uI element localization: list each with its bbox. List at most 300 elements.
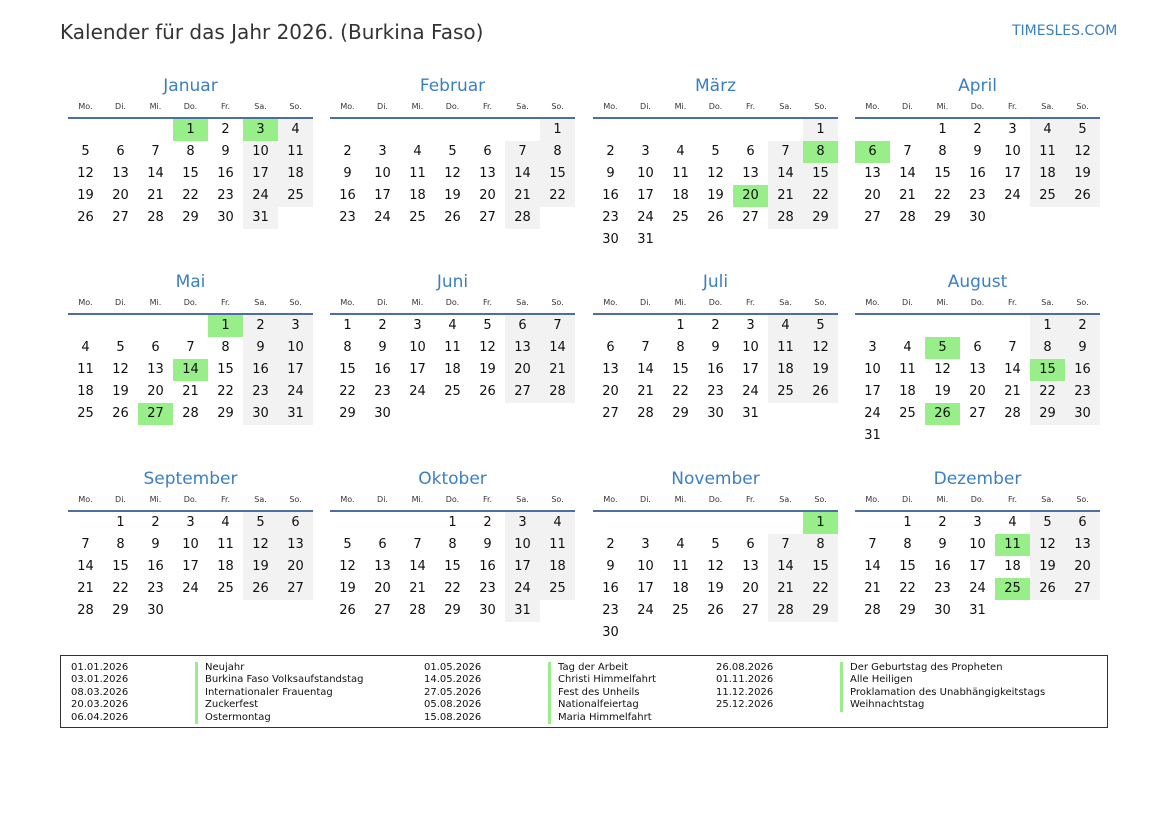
day-cell: 27 xyxy=(742,210,759,225)
holiday-day-cell: 1 xyxy=(803,512,838,534)
day-cell: 11 xyxy=(899,362,916,377)
weekday-label: Mi. xyxy=(149,102,162,111)
day-cell: 10 xyxy=(969,537,986,552)
weekday-label: Sa. xyxy=(779,102,792,111)
holiday-date: 03.01.2026 xyxy=(71,674,129,686)
weekday-label: Mi. xyxy=(674,495,687,504)
day-cell: 13 xyxy=(278,534,313,556)
day-cell: 4 xyxy=(221,515,230,530)
legend-row xyxy=(716,699,1046,711)
month-name: August xyxy=(947,272,1008,292)
day-cell: 24 xyxy=(409,384,426,399)
day-cell: 23 xyxy=(934,581,951,596)
day-cell: 15 xyxy=(217,362,234,377)
day-cell: 26 xyxy=(707,603,724,618)
day-cell: 3 xyxy=(641,537,650,552)
day-cell: 30 xyxy=(602,232,619,247)
weekday-label: Sa. xyxy=(254,298,267,307)
day-cell: 4 xyxy=(676,144,685,159)
holiday-day-cell: 5 xyxy=(925,337,960,359)
day-cell: 6 xyxy=(116,144,125,159)
days-grid xyxy=(593,512,838,644)
weekday-label: Di. xyxy=(377,102,388,111)
day-cell: 31 xyxy=(864,428,881,443)
day-cell: 24 xyxy=(637,210,654,225)
weekday-label: Do. xyxy=(708,495,723,504)
day-cell: 16 xyxy=(243,359,278,381)
day-cell: 17 xyxy=(409,362,426,377)
day-cell: 23 xyxy=(602,210,619,225)
holiday-date: 25.12.2026 xyxy=(716,699,774,711)
empty-cell xyxy=(103,119,138,141)
holiday-day-cell: 6 xyxy=(855,141,890,163)
month-name: Mai xyxy=(175,272,206,292)
day-cell: 23 xyxy=(217,188,234,203)
day-cell: 3 xyxy=(186,515,195,530)
day-cell: 6 xyxy=(606,340,615,355)
day-cell: 15 xyxy=(803,163,838,185)
weekday-label: Do. xyxy=(445,298,460,307)
day-cell: 27 xyxy=(602,406,619,421)
day-cell: 16 xyxy=(147,559,164,574)
days-grid xyxy=(593,119,838,251)
weekday-label: Di. xyxy=(377,298,388,307)
empty-cell xyxy=(890,315,925,337)
day-cell: 13 xyxy=(374,559,391,574)
holiday-name: Ostermontag xyxy=(195,712,271,724)
day-cell: 3 xyxy=(746,318,755,333)
holiday-name: Zuckerfest xyxy=(195,699,258,711)
day-cell: 30 xyxy=(934,603,951,618)
day-cell: 27 xyxy=(278,578,313,600)
day-cell: 27 xyxy=(374,603,391,618)
day-cell: 19 xyxy=(803,359,838,381)
day-cell: 20 xyxy=(969,384,986,399)
weekday-label: Mo. xyxy=(865,298,880,307)
day-cell: 17 xyxy=(243,163,278,185)
weekday-label: Mo. xyxy=(78,102,93,111)
day-cell: 25 xyxy=(672,603,689,618)
day-cell: 31 xyxy=(243,207,278,229)
holiday-name: Proklamation des Unabhängigkeitstags xyxy=(840,687,1045,699)
holiday-day-cell: 14 xyxy=(173,359,208,381)
holiday-legend xyxy=(60,655,1108,728)
day-cell: 9 xyxy=(973,144,982,159)
weekday-label: Fr. xyxy=(482,495,493,504)
day-cell: 8 xyxy=(186,144,195,159)
day-cell: 15 xyxy=(899,559,916,574)
weekday-header xyxy=(593,491,838,512)
day-cell: 16 xyxy=(479,559,496,574)
weekday-label: Do. xyxy=(445,102,460,111)
day-cell: 6 xyxy=(746,144,755,159)
day-cell: 21 xyxy=(147,188,164,203)
holiday-date: 26.08.2026 xyxy=(716,662,774,673)
weekday-label: Di. xyxy=(902,102,913,111)
day-cell: 8 xyxy=(938,144,947,159)
day-cell: 9 xyxy=(711,340,720,355)
holiday-day-cell: 15 xyxy=(1030,359,1065,381)
weekday-label: Mi. xyxy=(936,495,949,504)
weekday-label: Mi. xyxy=(411,298,424,307)
day-cell: 11 xyxy=(672,559,689,574)
day-cell: 24 xyxy=(864,406,881,421)
empty-cell xyxy=(855,512,890,534)
empty-cell xyxy=(768,512,803,534)
day-cell: 30 xyxy=(707,406,724,421)
day-cell: 19 xyxy=(707,188,724,203)
day-cell: 20 xyxy=(742,581,759,596)
day-cell: 11 xyxy=(444,340,461,355)
weekday-label: Do. xyxy=(708,102,723,111)
day-cell: 15 xyxy=(934,166,951,181)
month-name: Januar xyxy=(163,76,218,96)
day-cell: 21 xyxy=(505,185,540,207)
day-cell: 2 xyxy=(938,515,947,530)
weekday-label: Mo. xyxy=(603,102,618,111)
day-cell: 19 xyxy=(243,556,278,578)
empty-cell xyxy=(733,512,768,534)
day-cell: 2 xyxy=(606,144,615,159)
days-grid xyxy=(68,315,313,425)
month-oktober xyxy=(330,469,575,622)
day-cell: 10 xyxy=(278,337,313,359)
day-cell: 8 xyxy=(903,537,912,552)
day-cell: 30 xyxy=(374,406,391,421)
empty-cell xyxy=(593,119,628,141)
weekday-label: Mi. xyxy=(411,102,424,111)
weekday-label: Mo. xyxy=(78,495,93,504)
day-cell: 24 xyxy=(374,210,391,225)
day-cell: 11 xyxy=(77,362,94,377)
day-cell: 13 xyxy=(602,362,619,377)
day-cell: 20 xyxy=(864,188,881,203)
day-cell: 17 xyxy=(969,559,986,574)
day-cell: 24 xyxy=(637,603,654,618)
holiday-day-cell: 8 xyxy=(803,141,838,163)
weekday-label: Mi. xyxy=(411,495,424,504)
day-cell: 9 xyxy=(343,166,352,181)
day-cell: 1 xyxy=(116,515,125,530)
weekday-label: Fr. xyxy=(220,495,231,504)
month-name: Oktober xyxy=(418,469,487,489)
day-cell: 28 xyxy=(147,210,164,225)
day-cell: 13 xyxy=(147,362,164,377)
holiday-name: Christi Himmelfahrt xyxy=(548,674,656,686)
day-cell: 28 xyxy=(768,600,803,622)
day-cell: 7 xyxy=(768,534,803,556)
holiday-name: Nationalfeiertag xyxy=(548,699,639,711)
day-cell: 21 xyxy=(768,578,803,600)
empty-cell xyxy=(628,119,663,141)
weekday-label: Do. xyxy=(970,298,985,307)
day-cell: 10 xyxy=(243,141,278,163)
day-cell: 4 xyxy=(903,340,912,355)
days-grid xyxy=(855,315,1100,447)
legend-row xyxy=(716,687,1046,699)
day-cell: 13 xyxy=(969,362,986,377)
legend-row xyxy=(424,712,754,724)
day-cell: 6 xyxy=(973,340,982,355)
day-cell: 28 xyxy=(540,381,575,403)
empty-cell xyxy=(400,512,435,534)
day-cell: 18 xyxy=(409,188,426,203)
weekday-label: Mo. xyxy=(603,298,618,307)
day-cell: 4 xyxy=(676,537,685,552)
holiday-name: Tag der Arbeit xyxy=(548,662,628,674)
day-cell: 18 xyxy=(1030,163,1065,185)
day-cell: 4 xyxy=(413,144,422,159)
brand-link[interactable]: TIMESLES.COM xyxy=(1012,23,1118,39)
day-cell: 29 xyxy=(112,603,129,618)
legend-row xyxy=(716,674,1046,686)
day-cell: 16 xyxy=(1065,359,1100,381)
weekday-label: So. xyxy=(551,298,564,307)
weekday-label: So. xyxy=(814,298,827,307)
month-name: März xyxy=(695,76,736,96)
day-cell: 11 xyxy=(672,166,689,181)
day-cell: 7 xyxy=(641,340,650,355)
day-cell: 11 xyxy=(217,537,234,552)
day-cell: 27 xyxy=(742,603,759,618)
day-cell: 7 xyxy=(151,144,160,159)
day-cell: 6 xyxy=(505,315,540,337)
day-cell: 4 xyxy=(1030,119,1065,141)
weekday-label: Sa. xyxy=(1041,495,1054,504)
day-cell: 14 xyxy=(768,163,803,185)
day-cell: 10 xyxy=(505,534,540,556)
days-grid xyxy=(330,512,575,622)
day-cell: 22 xyxy=(444,581,461,596)
day-cell: 6 xyxy=(746,537,755,552)
day-cell: 12 xyxy=(707,559,724,574)
day-cell: 14 xyxy=(768,556,803,578)
empty-cell xyxy=(330,512,365,534)
weekday-label: Mo. xyxy=(340,298,355,307)
day-cell: 14 xyxy=(147,166,164,181)
day-cell: 28 xyxy=(637,406,654,421)
day-cell: 29 xyxy=(803,207,838,229)
day-cell: 5 xyxy=(803,315,838,337)
day-cell: 8 xyxy=(448,537,457,552)
days-grid xyxy=(68,119,313,229)
day-cell: 2 xyxy=(221,122,230,137)
day-cell: 3 xyxy=(641,144,650,159)
day-cell: 15 xyxy=(803,556,838,578)
day-cell: 30 xyxy=(147,603,164,618)
day-cell: 17 xyxy=(374,188,391,203)
weekday-label: So. xyxy=(289,102,302,111)
day-cell: 8 xyxy=(540,141,575,163)
day-cell: 17 xyxy=(182,559,199,574)
holiday-name: Maria Himmelfahrt xyxy=(548,712,652,724)
day-cell: 1 xyxy=(903,515,912,530)
empty-cell xyxy=(698,512,733,534)
day-cell: 7 xyxy=(81,537,90,552)
day-cell: 29 xyxy=(934,210,951,225)
empty-cell xyxy=(733,119,768,141)
legend-row xyxy=(424,662,754,674)
day-cell: 5 xyxy=(81,144,90,159)
empty-cell xyxy=(628,512,663,534)
empty-cell xyxy=(470,119,505,141)
day-cell: 5 xyxy=(711,537,720,552)
day-cell: 15 xyxy=(540,163,575,185)
empty-cell xyxy=(505,119,540,141)
day-cell: 10 xyxy=(182,537,199,552)
weekday-label: Fr. xyxy=(745,298,756,307)
day-cell: 12 xyxy=(479,340,496,355)
day-cell: 5 xyxy=(1030,512,1065,534)
day-cell: 14 xyxy=(899,166,916,181)
month-januar xyxy=(68,76,313,229)
day-cell: 26 xyxy=(803,381,838,403)
weekday-label: Sa. xyxy=(516,495,529,504)
day-cell: 8 xyxy=(116,537,125,552)
month-mai xyxy=(68,272,313,425)
weekday-label: Fr. xyxy=(482,102,493,111)
day-cell: 23 xyxy=(147,581,164,596)
day-cell: 7 xyxy=(186,340,195,355)
day-cell: 9 xyxy=(483,537,492,552)
day-cell: 21 xyxy=(864,581,881,596)
day-cell: 21 xyxy=(899,188,916,203)
day-cell: 10 xyxy=(1004,144,1021,159)
day-cell: 3 xyxy=(973,515,982,530)
day-cell: 12 xyxy=(803,337,838,359)
empty-cell xyxy=(173,315,208,337)
day-cell: 25 xyxy=(899,406,916,421)
day-cell: 24 xyxy=(505,578,540,600)
day-cell: 18 xyxy=(672,581,689,596)
day-cell: 29 xyxy=(217,406,234,421)
day-cell: 24 xyxy=(1004,188,1021,203)
weekday-label: Do. xyxy=(445,495,460,504)
day-cell: 23 xyxy=(479,581,496,596)
weekday-label: Mo. xyxy=(603,495,618,504)
weekday-label: So. xyxy=(289,298,302,307)
day-cell: 6 xyxy=(1065,512,1100,534)
day-cell: 23 xyxy=(374,384,391,399)
day-cell: 20 xyxy=(479,188,496,203)
holiday-day-cell: 1 xyxy=(208,315,243,337)
weekday-label: Di. xyxy=(640,495,651,504)
day-cell: 16 xyxy=(339,188,356,203)
weekday-label: Sa. xyxy=(254,495,267,504)
weekday-header xyxy=(855,98,1100,119)
day-cell: 18 xyxy=(217,559,234,574)
weekday-label: Fr. xyxy=(482,298,493,307)
day-cell: 22 xyxy=(899,581,916,596)
day-cell: 2 xyxy=(711,318,720,333)
holiday-name: Alle Heiligen xyxy=(840,674,913,686)
day-cell: 1 xyxy=(803,119,838,141)
day-cell: 20 xyxy=(112,188,129,203)
day-cell: 14 xyxy=(540,337,575,359)
weekday-header xyxy=(330,98,575,119)
holiday-date: 27.05.2026 xyxy=(424,686,482,698)
legend-row xyxy=(424,674,754,686)
day-cell: 29 xyxy=(899,603,916,618)
day-cell: 8 xyxy=(676,340,685,355)
day-cell: 12 xyxy=(243,534,278,556)
day-cell: 25 xyxy=(278,185,313,207)
days-grid xyxy=(68,512,313,622)
day-cell: 20 xyxy=(147,384,164,399)
month-name: September xyxy=(143,469,238,489)
day-cell: 19 xyxy=(1065,163,1100,185)
holiday-date: 15.08.2026 xyxy=(424,711,482,723)
month-februar xyxy=(330,76,575,229)
weekday-label: Fr. xyxy=(220,102,231,111)
day-cell: 30 xyxy=(969,210,986,225)
empty-cell xyxy=(365,512,400,534)
day-cell: 28 xyxy=(768,207,803,229)
day-cell: 5 xyxy=(483,318,492,333)
day-cell: 10 xyxy=(409,340,426,355)
weekday-label: Di. xyxy=(902,298,913,307)
empty-cell xyxy=(628,315,663,337)
weekday-label: Mo. xyxy=(865,102,880,111)
day-cell: 16 xyxy=(707,362,724,377)
day-cell: 26 xyxy=(444,210,461,225)
day-cell: 30 xyxy=(602,625,619,640)
day-cell: 2 xyxy=(1065,315,1100,337)
day-cell: 12 xyxy=(339,559,356,574)
weekday-label: Di. xyxy=(377,495,388,504)
weekday-label: Di. xyxy=(902,495,913,504)
day-cell: 30 xyxy=(479,603,496,618)
holiday-date: 14.05.2026 xyxy=(424,674,482,686)
day-cell: 26 xyxy=(1030,578,1065,600)
day-cell: 5 xyxy=(343,537,352,552)
day-cell: 18 xyxy=(899,384,916,399)
empty-cell xyxy=(855,119,890,141)
day-cell: 9 xyxy=(606,559,615,574)
day-cell: 13 xyxy=(864,166,881,181)
day-cell: 18 xyxy=(444,362,461,377)
day-cell: 25 xyxy=(77,406,94,421)
day-cell: 10 xyxy=(637,166,654,181)
day-cell: 22 xyxy=(803,578,838,600)
day-cell: 25 xyxy=(217,581,234,596)
day-cell: 29 xyxy=(672,406,689,421)
day-cell: 22 xyxy=(217,384,234,399)
legend-row xyxy=(424,687,754,699)
holiday-date: 11.12.2026 xyxy=(716,686,774,698)
legend-row xyxy=(71,687,401,699)
day-cell: 17 xyxy=(505,556,540,578)
day-cell: 5 xyxy=(116,340,125,355)
day-cell: 24 xyxy=(278,381,313,403)
weekday-label: Di. xyxy=(115,495,126,504)
day-cell: 19 xyxy=(112,384,129,399)
day-cell: 23 xyxy=(1065,381,1100,403)
month-name: Februar xyxy=(419,76,486,96)
day-cell: 21 xyxy=(77,581,94,596)
day-cell: 2 xyxy=(378,318,387,333)
weekday-label: Fr. xyxy=(1007,102,1018,111)
day-cell: 31 xyxy=(637,232,654,247)
weekday-header xyxy=(855,491,1100,512)
legend-column xyxy=(71,662,401,724)
empty-cell xyxy=(68,315,103,337)
day-cell: 22 xyxy=(803,185,838,207)
day-cell: 23 xyxy=(243,381,278,403)
day-cell: 27 xyxy=(864,210,881,225)
empty-cell xyxy=(138,119,173,141)
empty-cell xyxy=(855,315,890,337)
